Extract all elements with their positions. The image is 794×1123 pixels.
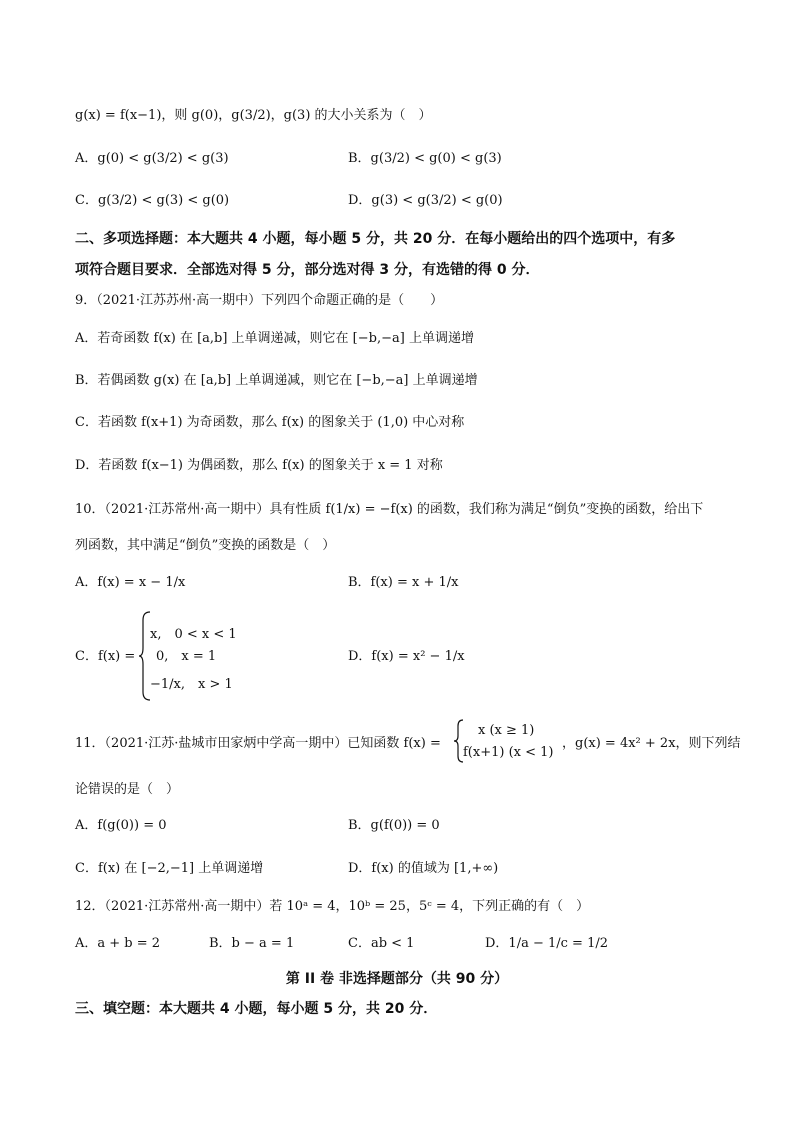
q9-option-b: B．若偶函数 g(x) 在 [a,b] 上单调递减，则它在 [−b,−a] 上单调递增 (75, 373, 478, 388)
q10-option-c-case3: −1/x, x > 1 (150, 677, 233, 692)
q8-option-d: D．g(3) < g(3/2) < g(0) (348, 193, 503, 208)
q9-option-a: A．若奇函数 f(x) 在 [a,b] 上单调递减，则它在 [−b,−a] 上单调递增 (75, 331, 474, 346)
q12-option-b: B．b − a = 1 (209, 936, 295, 951)
q9-stem: 9．（2021·江苏苏州·高一期中）下列四个命题正确的是（ ） (75, 293, 444, 308)
q11-stem-lead: 11．（2021·江苏·盐城市田家炳中学高一期中）已知函数 f(x) = (75, 736, 441, 751)
section-2-heading-line1: 二、多项选择题：本大题共 4 小题，每小题 5 分，共 20 分．在每小题给出的四个选项中，有多 (75, 231, 676, 247)
q11-case1: x (x ≥ 1) (478, 723, 535, 738)
q8-stem: g(x) = f(x−1)，则 g(0)，g(3/2)，g(3) 的大小关系为（ ） (75, 108, 432, 123)
q10-option-c-case1: x, 0 < x < 1 (150, 627, 237, 642)
q11-option-d: D．f(x) 的值域为 [1,+∞) (348, 861, 499, 876)
q11-stem-line2: 论错误的是（ ） (75, 782, 180, 797)
q8-option-b: B．g(3/2) < g(0) < g(3) (348, 151, 502, 166)
q12-option-a: A．a + b = 2 (75, 936, 161, 951)
q8-option-c: C．g(3/2) < g(3) < g(0) (75, 193, 230, 208)
q11-stem-tail: ，g(x) = 4x² + 2x，则下列结 (562, 736, 741, 751)
q10-stem-line1: 10．（2021·江苏常州·高一期中）具有性质 f(1/x) = −f(x) 的函数，我们称为满足“倒负”变换的函数，给出下 (75, 502, 704, 517)
q10-option-a: A．f(x) = x − 1/x (75, 575, 186, 590)
section-2-heading-line2: 项符合题目要求．全部选对得 5 分，部分选对得 3 分，有选错的得 0 分． (75, 262, 540, 278)
q12-stem: 12．（2021·江苏常州·高一期中）若 10ᵃ = 4，10ᵇ = 25，5ᶜ = 4，下列正确的有（ ） (75, 899, 590, 914)
q11-option-b: B．g(f(0)) = 0 (348, 818, 440, 833)
q9-option-c: C．若函数 f(x+1) 为奇函数，那么 f(x) 的图象关于 (1,0) 中心对称 (75, 415, 465, 430)
q10-option-b: B．f(x) = x + 1/x (348, 575, 459, 590)
q10-option-c-lead: C．f(x) = (75, 649, 136, 664)
q11-option-c: C．f(x) 在 [−2,−1] 上单调递增 (75, 861, 264, 876)
q12-option-c: C．ab < 1 (348, 936, 415, 951)
q10-stem-line2: 列函数，其中满足“倒负”变换的函数是（ ） (75, 538, 336, 553)
q9-option-d: D．若函数 f(x−1) 为偶函数，那么 f(x) 的图象关于 x = 1 对称 (75, 458, 443, 473)
q10-option-c-case2: 0, x = 1 (156, 649, 217, 664)
q8-option-a: A．g(0) < g(3/2) < g(3) (75, 151, 229, 166)
q11-case2: f(x+1) (x < 1) (463, 745, 554, 760)
part-2-title: 第 II 卷 非选择题部分（共 90 分） (285, 971, 509, 987)
section-3-heading: 三、填空题：本大题共 4 小题，每小题 5 分，共 20 分． (75, 1001, 438, 1017)
q12-option-d: D．1/a − 1/c = 1/2 (485, 936, 608, 951)
q10-option-d: D．f(x) = x² − 1/x (348, 649, 465, 664)
q11-option-a: A．f(g(0)) = 0 (75, 818, 167, 833)
